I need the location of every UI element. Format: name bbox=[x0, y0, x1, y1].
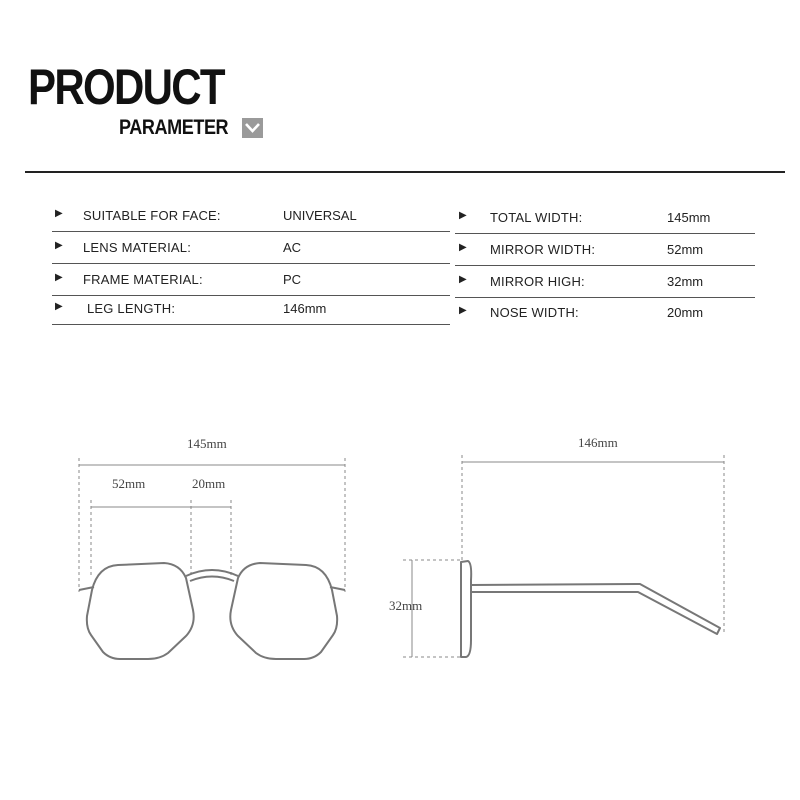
param-label: MIRROR HIGH: bbox=[490, 274, 585, 289]
side-temple bbox=[471, 584, 720, 634]
param-label: FRAME MATERIAL: bbox=[83, 272, 203, 287]
param-value: 52mm bbox=[667, 242, 704, 257]
param-label: LENS MATERIAL: bbox=[83, 240, 192, 255]
nose-width-label: 20mm bbox=[192, 476, 226, 491]
front-view-glasses bbox=[79, 563, 345, 659]
param-value: PC bbox=[283, 272, 302, 287]
left-lens bbox=[87, 563, 194, 659]
param-label: LEG LENGTH: bbox=[87, 301, 176, 316]
bullet-icon: ▶ bbox=[459, 210, 467, 221]
total-width-label: 145mm bbox=[187, 436, 227, 451]
param-value: AC bbox=[283, 240, 302, 255]
lens-width-label: 52mm bbox=[112, 476, 146, 491]
page-subtitle: PARAMETER bbox=[119, 116, 229, 139]
param-value: UNIVERSAL bbox=[283, 208, 357, 223]
param-value: 146mm bbox=[283, 301, 327, 316]
bullet-icon: ▶ bbox=[459, 242, 467, 253]
bridge bbox=[186, 570, 238, 576]
bullet-icon: ▶ bbox=[55, 240, 63, 251]
lens-height-label: 32mm bbox=[389, 598, 423, 613]
param-value: 32mm bbox=[667, 274, 704, 289]
param-label: TOTAL WIDTH: bbox=[490, 210, 583, 225]
param-label: NOSE WIDTH: bbox=[490, 305, 579, 320]
param-value: 20mm bbox=[667, 305, 704, 320]
leg-length-label: 146mm bbox=[578, 435, 618, 450]
bullet-icon: ▶ bbox=[55, 301, 63, 312]
side-view-dimensions bbox=[403, 455, 724, 657]
param-label: SUITABLE FOR FACE: bbox=[83, 208, 221, 223]
bullet-icon: ▶ bbox=[459, 274, 467, 285]
side-view-glasses bbox=[461, 561, 720, 657]
bullet-icon: ▶ bbox=[55, 272, 63, 283]
right-lens bbox=[230, 563, 337, 659]
bridge-inner bbox=[190, 577, 234, 582]
bullet-icon: ▶ bbox=[459, 305, 467, 316]
side-lens bbox=[461, 561, 471, 657]
param-label: MIRROR WIDTH: bbox=[490, 242, 596, 257]
param-value: 145mm bbox=[667, 210, 711, 225]
bullet-icon: ▶ bbox=[55, 208, 63, 219]
page-title: PRODUCT bbox=[28, 59, 224, 115]
